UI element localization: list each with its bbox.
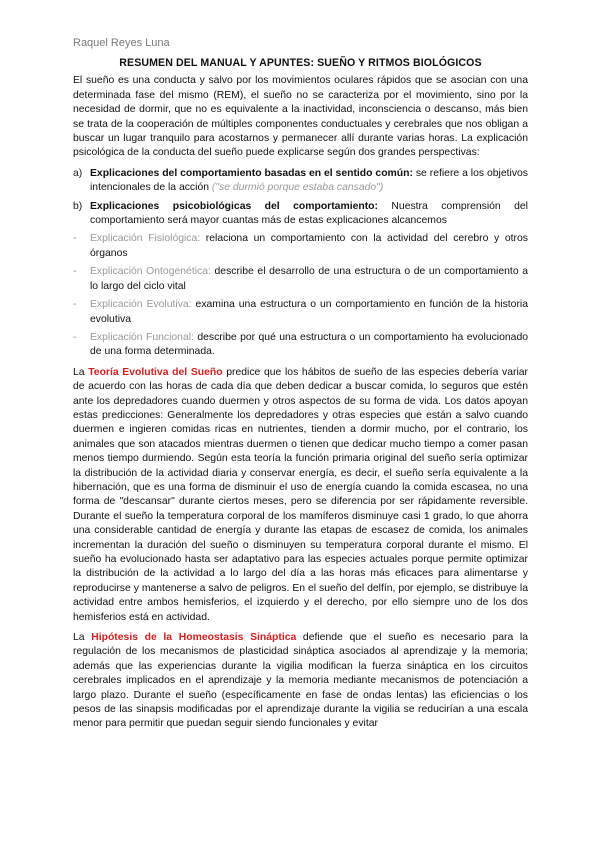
explanation-label: Explicación Ontogenética: <box>90 266 211 278</box>
list-marker: b) <box>73 200 83 212</box>
explanation-item-ontogenetica <box>73 265 528 294</box>
perspective-text: se refiere a los objetivos intencionales de la acción <box>90 167 528 194</box>
theory-highlight: Teoría Evolutiva del Sueño <box>88 366 223 378</box>
explanation-label: Explicación Evolutiva: <box>90 299 192 311</box>
explanation-label: Explicación Funcional: <box>90 331 194 343</box>
explanation-item-funcional <box>73 331 528 360</box>
dash-marker: - <box>73 233 77 245</box>
hypothesis-highlight: Hipótesis de la Homeostasis Sináptica <box>91 632 297 644</box>
paragraph-prefix: La <box>73 632 92 644</box>
explanation-text: describe el desarrollo de una estructura o de un comportamiento a lo largo del ciclo vital <box>90 266 528 292</box>
list-marker: a) <box>73 167 83 179</box>
explanation-item-fisiologica <box>73 232 528 261</box>
perspectives-list <box>73 167 528 360</box>
explanation-item-evolutiva <box>73 298 528 327</box>
explanation-text: relaciona un comportamiento con la actividad del cerebro y otros órganos <box>90 233 528 259</box>
explanation-text: examina una estructura o un comportamiento en función de la historia evolutiva <box>90 299 529 325</box>
evolutiva-paragraph <box>73 366 528 625</box>
perspective-example: ("se durmió porque estaba cansado") <box>211 182 384 194</box>
perspective-item-a <box>73 167 528 196</box>
perspective-item-b <box>73 200 528 229</box>
explanation-text: describe por qué una estructura o un comportamiento ha evolucionado de una forma determinada. <box>90 331 529 358</box>
intro-paragraph: El sueño es una conducta y salvo por los movimientos oculares rápidos que se asocian con una determinada fase del mismo (REM), el sueño no se caracteriza por el movimiento, sino por la necesidad de dormir, que no es equivalente a la inactividad, inconsciencia o descanso, más bien se trata de la cooperación de múltiples componentes conductuales y cerebrales que nos obligan a buscar un lugar tranquilo para acostarnos y permanecer allí durante varias horas. La explicación psicológica de la conducta del sueño puede explicarse según dos grandes perspectivas: <box>73 75 528 159</box>
author-name: Raquel Reyes Luna <box>73 37 170 49</box>
paragraph-text: defiende que el sueño es necesario para la regulación de los mecanismos de plasticidad sináptica asociados al aprendizaje y la memoria; además que las experiencias durante la vigilia modifican la fuerza sináptica en los circuitos cerebrales implicados en el aprendizaje y la memoria mediante mecanismos de potenciación a largo plazo. Durante el sueño (específicamente en fase de ondas lentas) las eficiencias o los pesos de las sinapsis modificadas por el aprendizaje durante la vigilia se reducirían a una escala menor para permitir que puedan seguir siendo funcionales y evitar <box>73 632 528 730</box>
dash-marker: - <box>73 299 77 311</box>
paragraph-text: predice que los hábitos de sueño de las especies debería variar de acuerdo con las horas de cada día que deben dedicar a buscar comida, lo seguros que estén ante los depredadores cuando duermen y otros aspectos de su forma de vida. Los datos apoyan estas predicciones: Generalmente los depredadores y otras especies que están a salvo cuando duermen e ingieren comidas ricas en nutrientes, tienden a dormir mucho, por el contrario, los animales que son atacados mientras duermen o tienen que dedicar mucho tiempo a comer pasan menos tiempo durmiendo. Según esta teoría la función primaria original del sueño sería optimizar la distribución de la actividad diaria y conservar energía, es decir, el sueño sería equivalente a la hibernación, que es una forma de disminuir el uso de energía cuando la comida escasea, no una forma de "descansar" durante ciertos meses, pero se diferencia por ser rápidamente reversible. Durante el sueño la temperatura corporal de los mamíferos disminuye casi 1 grado, lo que ahorra una considerable cantidad de energía y durante las etapas de escasez de comida, los animales incrementan la duración del sueño o disminuyen su temperatura corporal durante el mismo. El sueño ha evolucionado hasta ser adaptativo para las especies actuales porque permite optimizar la distribución de la actividad a lo largo del día a las horas más eficaces para alimentarse y reproducirse y mantenerse a salvo de peligros. En el sueño del delfín, por ejemplo, se distribuye la actividad entre ambos hemisferios, el izquierdo y el derecho, por ello siempre uno de los dos hemisferios está en actividad. <box>73 366 528 623</box>
paragraph-prefix: La <box>73 366 89 378</box>
homeostasis-paragraph <box>73 631 528 732</box>
perspective-heading: Explicaciones del comportamiento basadas en el sentido común: <box>90 167 413 179</box>
dash-marker: - <box>73 266 77 278</box>
explanation-label: Explicación Fisiológica: <box>90 233 201 245</box>
document-body <box>73 54 528 732</box>
perspective-heading: Explicaciones psicobiológicas del comportamiento: <box>90 200 378 212</box>
perspective-text: Nuestra comprensión del comportamiento será mayor cuantas más de estas explicaciones alcancemos <box>90 200 528 227</box>
document-title: RESUMEN DEL MANUAL Y APUNTES: SUEÑO Y RITMOS BIOLÓGICOS <box>119 57 482 69</box>
dash-marker: - <box>73 331 77 343</box>
